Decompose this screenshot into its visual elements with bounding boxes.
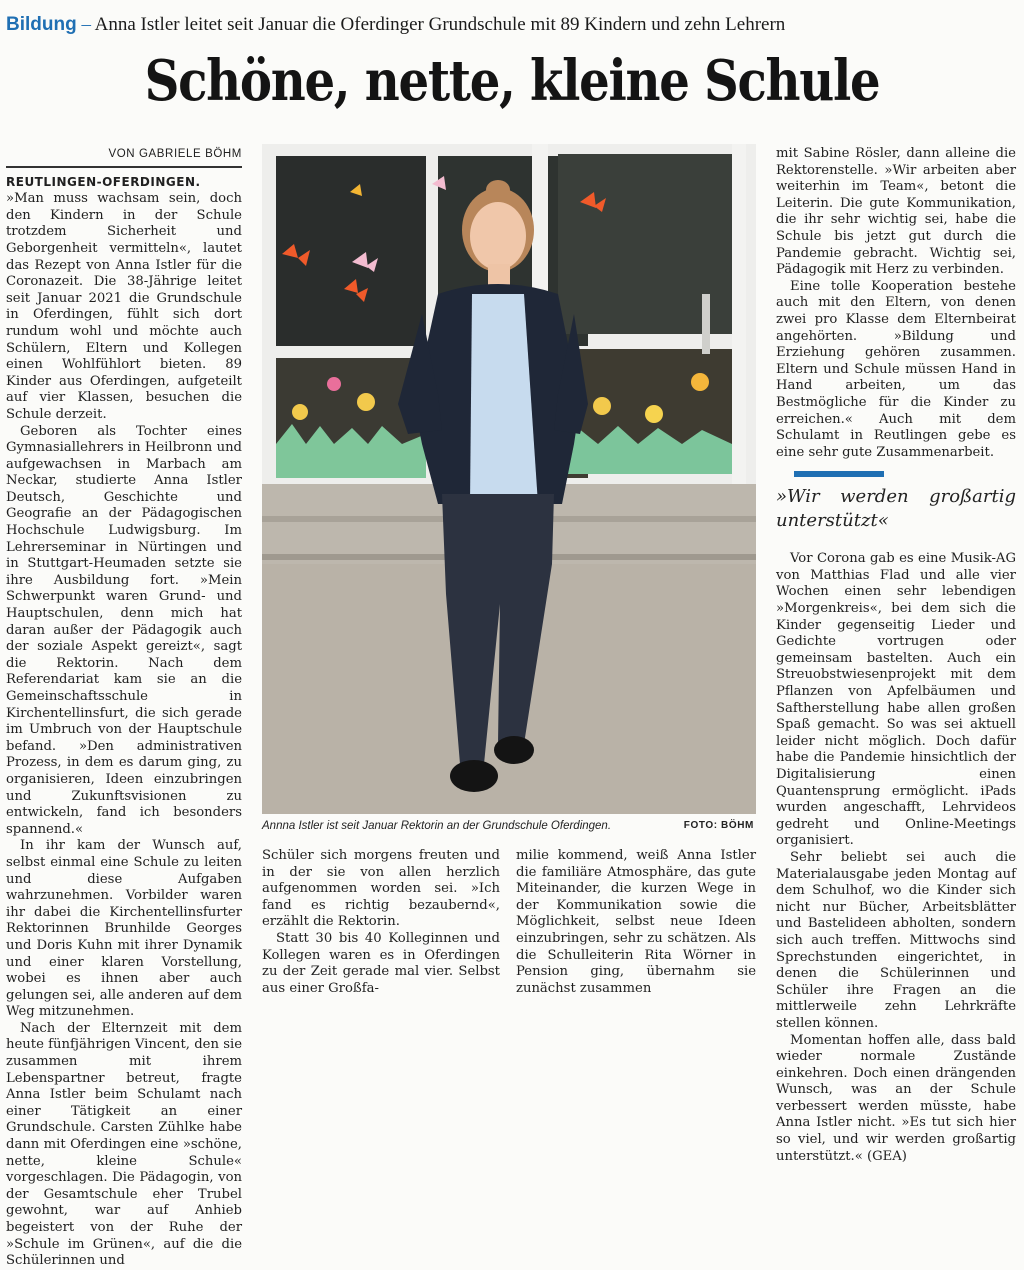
caption-text: Annna Istler ist seit Januar Rektorin an der Grundschule Oferdingen. — [262, 820, 612, 832]
paragraph: Geboren als Tochter eines Gymnasiallehrers in Heilbronn und aufgewachsen in Marbach am Neckar, studierte Anna Istler Deutsch, Geschichte und Geografie an der Pädagogischen Hochschule Ludwigsburg. Im Lehrerseminar in Nürtingen und in Stuttgart-Heumaden setzte sie ihre Ausbildung fort. »Mein Schwerpunkt waren Grund- und Hauptschulen, denn mich hat daran außer der Pädagogik auch der soziale Aspekt gereizt«, sagt die Rektorin. Nach dem Referendariat kam sie an die Gemeinschaftsschule in Kirchentellinsfurt, die sich gerade im Umbruch von der Hauptschule befand. »Den administrativen Prozess, in dem es darum ging, zu organisieren, Ideen einzubringen und Zukunftsvisionen zu entwickeln, fand ich besonders spannend.« — [6, 423, 242, 837]
photo-caption — [262, 820, 756, 832]
paragraph: Schüler sich morgens freuten und in der sie von allen herzlich aufgenommen worden sei. »Ich fand es richtig bezaubernd«, erzählt die Rektorin. — [262, 848, 500, 930]
paragraph: Eine tolle Kooperation bestehe auch mit den Eltern, von denen zwei pro Klasse dem Elternbeirat angehörten. »Bildung und Erziehung gehören zusammen. Eltern und Schule müssen Hand in Hand arbeiten, um das Bestmögliche für die Kinder zu erreichen.« Auch mit dem Schulamt in Reutlingen gebe es eine sehr gute Zusammenarbeit. — [776, 278, 1016, 460]
photo-credit: FOTO: BÖHM — [683, 820, 754, 831]
paragraph: In ihr kam der Wunsch auf, selbst einmal eine Schule zu leiten und diese Aufgaben wahrzunehmen. Vorbilder waren ihr dabei die Kirchentellinsfurter Rektorinnen Brunhilde Georges und Doris Kuhn mit ihrer Dynamik und einer klaren Vorstellung, wobei es ihnen aber auch gelungen sei, alle anderen auf dem Weg mitzunehmen. — [6, 838, 242, 1020]
rubric-label: Bildung — [6, 14, 77, 35]
kicker-text: Anna Istler leitet seit Januar die Oferdinger Grundschule mit 89 Kindern und zehn Lehrern — [94, 14, 786, 35]
photo-illustration — [262, 144, 756, 814]
paragraph: mit Sabine Rösler, dann alleine die Rektorenstelle. »Wir arbeiten aber weiterhin im Team«, betont die Leiterin. Die gute Kommunikation, die ihr sehr wichtig sei, habe die Schule bis jetzt gut durch die Pandemie gebracht. Wichtig sei, Pädagogik mit Herz zu verbinden. — [776, 146, 1016, 278]
article-column-4 — [776, 146, 1016, 1164]
article-column-3 — [516, 848, 756, 996]
paragraph — [6, 174, 242, 424]
subheading: »Wir werden großartig unterstützt« — [776, 471, 1016, 533]
article-photo — [262, 144, 756, 814]
paragraph: Vor Corona gab es eine Musik-AG von Matthias Flad und alle vier Wochen einen sehr lebendigen »Morgenkreis«, bei dem sich die Kinder gegenseitig Lieder und Gedichte vortrugen oder gemeinsam bastelten. Auch ein Streuobstwiesenprojekt mit dem Pflanzen von Apfelbäumen und Saftherstellung habe allen großen Spaß gemacht. So was sei aktuell leider nicht möglich. Doch dafür habe die Pandemie hinsichtlich der Digitalisierung einen Quantensprung ermöglicht. iPads wurden angeschafft, Lehrvideos gedreht und Online-Meetings organisiert. — [776, 551, 1016, 849]
dateline: REUTLINGEN-OFERDINGEN. — [6, 174, 201, 189]
paragraph: milie kommend, weiß Anna Istler die familiäre Atmosphäre, das gute Miteinander, die kurzen Wege in der Kommunikation sowie die Möglichkeit, selbst neue Ideen einzubringen, sehr zu schätzen. Als die Schulleiterin Rita Wörner in Pension ging, übernahm sie zunächst zusammen — [516, 848, 756, 996]
kicker-line — [6, 14, 1016, 36]
paragraph: Nach der Elternzeit mit dem heute fünfjährigen Vincent, den sie zusammen mit ihrem Lebenspartner betreut, fragte Anna Istler beim Schulamt nach einer Tätigkeit an einer Grundschule. Carsten Zühlke habe dann mit Oferdingen eine »schöne, nette, kleine Schule« vorgeschlagen. Die Pädagogin, von der Gesamtschule eher Trubel gewohnt, war auf Anhieb begeistert von der Ruhe der »Schule im Grünen«, auf die die Schülerinnen und — [6, 1020, 242, 1269]
byline: VON GABRIELE BÖHM — [6, 146, 242, 168]
paragraph: Statt 30 bis 40 Kolleginnen und Kollegen waren es in Oferdingen zu der Zeit gerade mal vier. Selbst aus einer Großfa- — [262, 930, 500, 996]
paragraph: Momentan hoffen alle, dass bald wieder normale Zustände einkehren. Doch einen drängenden Wunsch, was an der Schule verbessert werden müsste, habe Anna Istler nicht. »Es tut sich hier so viel, und wir werden großartig unterstützt.« (GEA) — [776, 1032, 1016, 1164]
kicker-dash: – — [76, 14, 95, 35]
paragraph: Sehr beliebt sei auch die Materialausgabe jeden Montag auf dem Schulhof, wo die Kinder sich nicht nur Bücher, Arbeitsblätter und Bastelideen abholten, sondern sich auch treffen. Mittwochs sind Sprechstunden eingerichtet, in denen die Schülerinnen und Schüler ihre Fragen an die mittlerweile zehn Lehrkräfte stellen können. — [776, 849, 1016, 1031]
headline: Schöne, nette, kleine Schule — [144, 48, 880, 114]
paragraph-text: »Man muss wachsam sein, doch den Kindern in der Schule trotzdem Sicherheit und Geborgenheit vermitteln«, lautet das Rezept von Anna Istler für die Coronazeit. Die 38-Jährige leitet seit Januar 2021 die Grundschule in Oferdingen, fühlt sich dort rundum wohl und möchte auch Schülern, Eltern und Kollegen einen Wohlfühlort bieten. 89 Kinder aus Oferdingen, aufgeteilt auf vier Klassen, besuchen die Schule derzeit. — [6, 191, 242, 422]
article-column-1 — [6, 146, 242, 1269]
article-column-2 — [262, 848, 500, 996]
